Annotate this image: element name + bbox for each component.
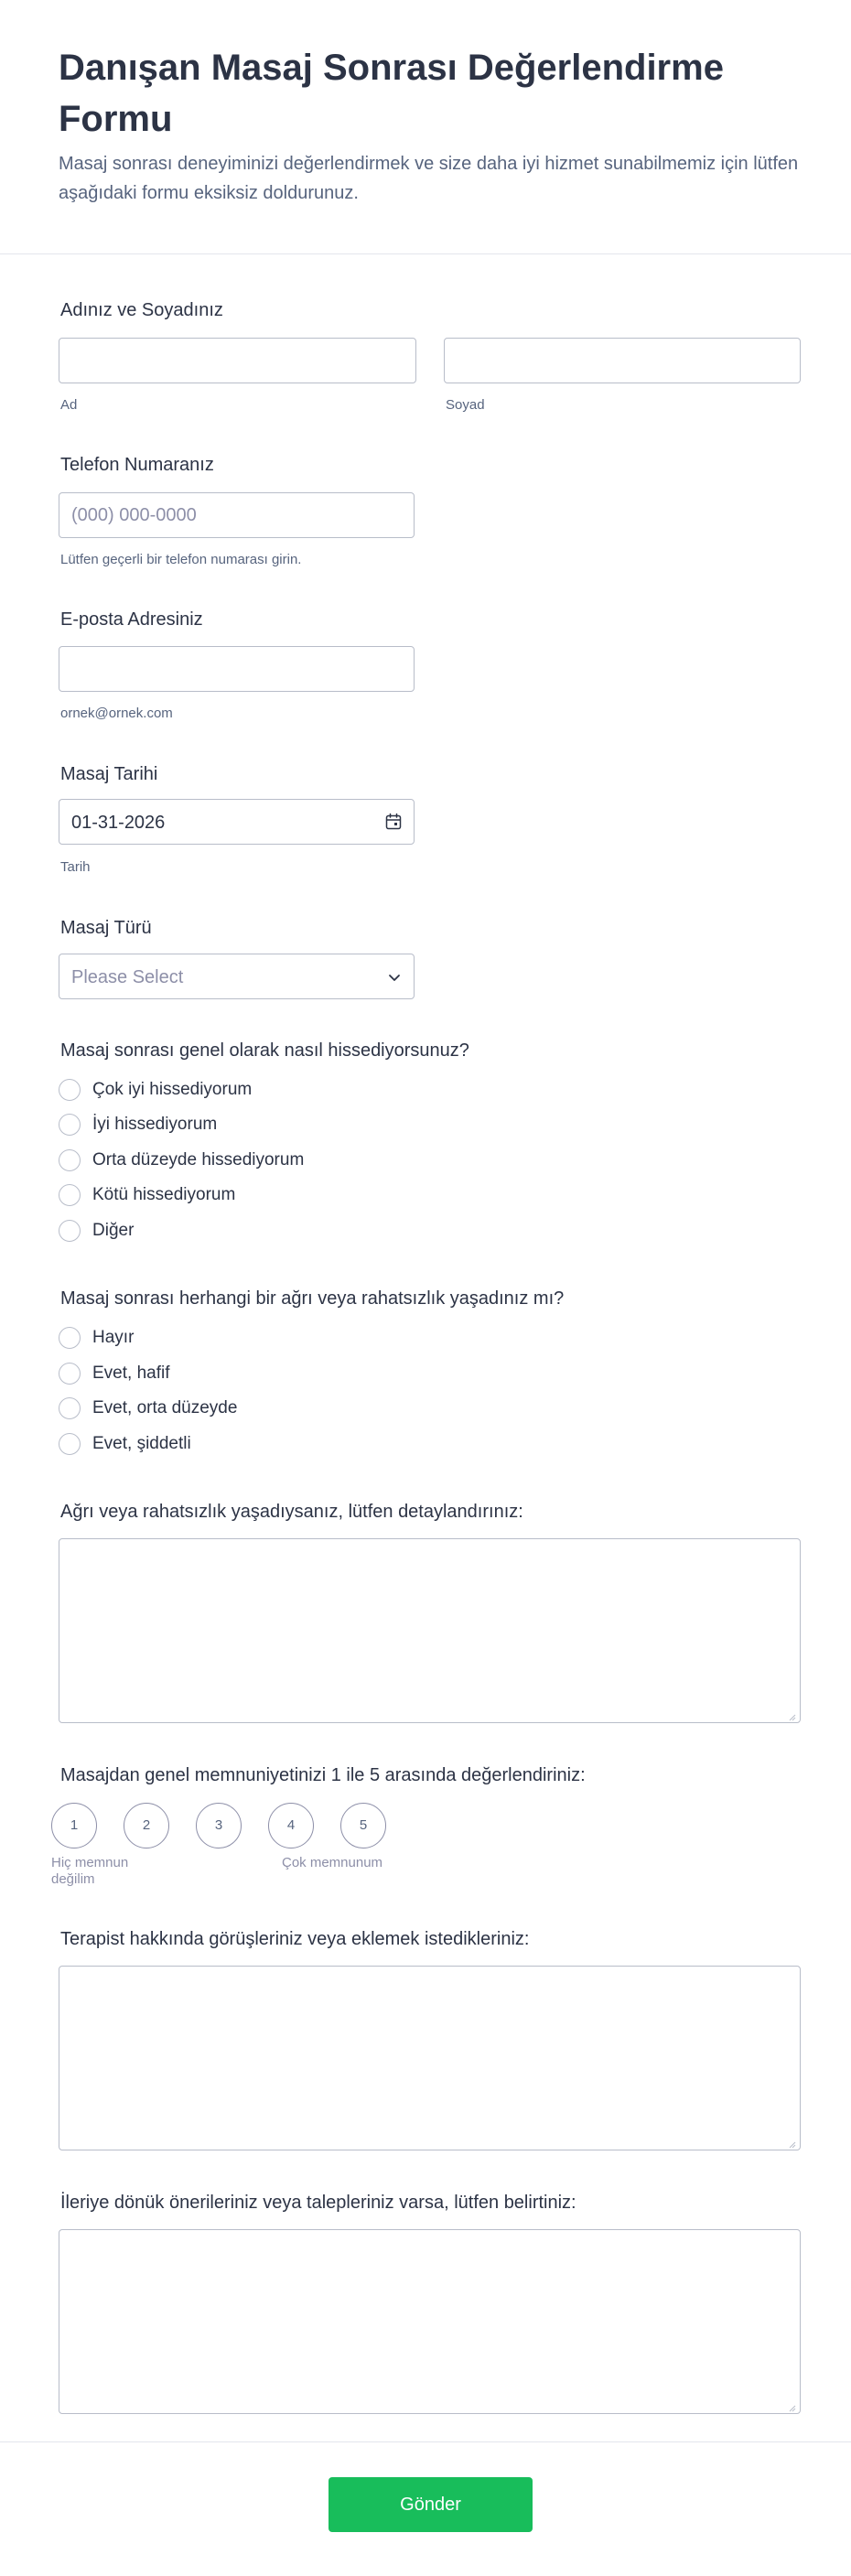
form-title: Danışan Masaj Sonrası Değerlendirme Formu xyxy=(59,48,724,139)
feeling-option-label: İyi hissediyorum xyxy=(92,1115,218,1134)
radio-button[interactable] xyxy=(59,1079,81,1101)
radio-button[interactable] xyxy=(59,1363,81,1385)
resize-handle-icon[interactable] xyxy=(787,1709,796,1719)
first-name-sublabel: Ad xyxy=(60,397,78,413)
suggestions-label: İleriye dönük önerileriniz veya talepleriniz varsa, lütfen belirtiniz: xyxy=(60,2193,576,2213)
date-label: Masaj Tarihi xyxy=(60,764,158,784)
phone-input[interactable] xyxy=(59,492,415,538)
phone-sublabel: Lütfen geçerli bir telefon numarası girin. xyxy=(60,552,302,567)
form-header xyxy=(0,0,851,254)
date-sublabel: Tarih xyxy=(60,859,91,875)
therapist-feedback-label: Terapist hakkında görüşleriniz veya eklemek istedikleriniz: xyxy=(60,1929,530,1949)
pain-label: Masaj sonrası herhangi bir ağrı veya rahatsızlık yaşadınız mı? xyxy=(60,1288,565,1309)
pain-details-textarea[interactable] xyxy=(59,1538,801,1723)
first-name-input[interactable] xyxy=(59,338,416,383)
resize-handle-icon[interactable] xyxy=(787,2400,796,2409)
phone-label: Telefon Numaranız xyxy=(60,455,214,475)
email-label: E-posta Adresiniz xyxy=(60,609,203,630)
rating-option-2[interactable]: 2 xyxy=(124,1803,169,1848)
rating-option-1[interactable]: 1 xyxy=(51,1803,97,1848)
feeling-option-label: Çok iyi hissediyorum xyxy=(92,1080,253,1099)
massage-type-label: Masaj Türü xyxy=(60,918,152,938)
radio-button[interactable] xyxy=(59,1220,81,1242)
pain-option-label: Evet, orta düzeyde xyxy=(92,1398,238,1417)
radio-button[interactable] xyxy=(59,1433,81,1455)
resize-handle-icon[interactable] xyxy=(787,2137,796,2146)
chevron-down-icon xyxy=(386,969,403,986)
radio-button[interactable] xyxy=(59,1397,81,1419)
rating-min-caption: Hiç memnun değilim xyxy=(51,1855,129,1887)
radio-button[interactable] xyxy=(59,1184,81,1206)
pain-details-label: Ağrı veya rahatsızlık yaşadıysanız, lütfen detaylandırınız: xyxy=(60,1502,523,1522)
pain-option-label: Hayır xyxy=(92,1328,135,1347)
feeling-option-label: Diğer xyxy=(92,1221,135,1240)
radio-button[interactable] xyxy=(59,1327,81,1349)
rating-option-4[interactable]: 4 xyxy=(268,1803,314,1848)
feeling-label: Masaj sonrası genel olarak nasıl hissediyorsunuz? xyxy=(60,1040,469,1061)
massage-type-selected: Please Select xyxy=(71,967,184,987)
feeling-option-label: Kötü hissediyorum xyxy=(92,1185,236,1204)
satisfaction-label: Masajdan genel memnuniyetinizi 1 ile 5 arasında değerlendiriniz: xyxy=(60,1765,586,1785)
submit-button[interactable]: Gönder xyxy=(329,2477,533,2532)
therapist-feedback-textarea[interactable] xyxy=(59,1966,801,2150)
last-name-input[interactable] xyxy=(444,338,801,383)
pain-option-label: Evet, şiddetli xyxy=(92,1434,191,1453)
date-value: 01-31-2026 xyxy=(71,813,166,833)
date-input[interactable] xyxy=(59,799,415,845)
radio-button[interactable] xyxy=(59,1149,81,1171)
radio-button[interactable] xyxy=(59,1114,81,1136)
form-subtitle: Masaj sonrası deneyiminizi değerlendirmek ve size daha iyi hizmet sunabilmemiz için lütfen aşağıdaki formu eksiksiz doldurunuz. xyxy=(59,154,799,203)
feeling-option-label: Orta düzeyde hissediyorum xyxy=(92,1150,305,1169)
massage-type-select[interactable] xyxy=(59,954,415,999)
pain-option-label: Evet, hafif xyxy=(92,1363,170,1383)
name-label: Adınız ve Soyadınız xyxy=(60,300,223,320)
calendar-icon[interactable] xyxy=(384,813,403,831)
email-input[interactable] xyxy=(59,646,415,692)
last-name-sublabel: Soyad xyxy=(446,397,485,413)
suggestions-textarea[interactable] xyxy=(59,2229,801,2414)
form-footer xyxy=(0,2441,851,2576)
email-sublabel: ornek@ornek.com xyxy=(60,706,173,721)
rating-max-caption: Çok memnunum xyxy=(282,1855,383,1870)
rating-option-5[interactable]: 5 xyxy=(340,1803,386,1848)
rating-option-3[interactable]: 3 xyxy=(196,1803,242,1848)
